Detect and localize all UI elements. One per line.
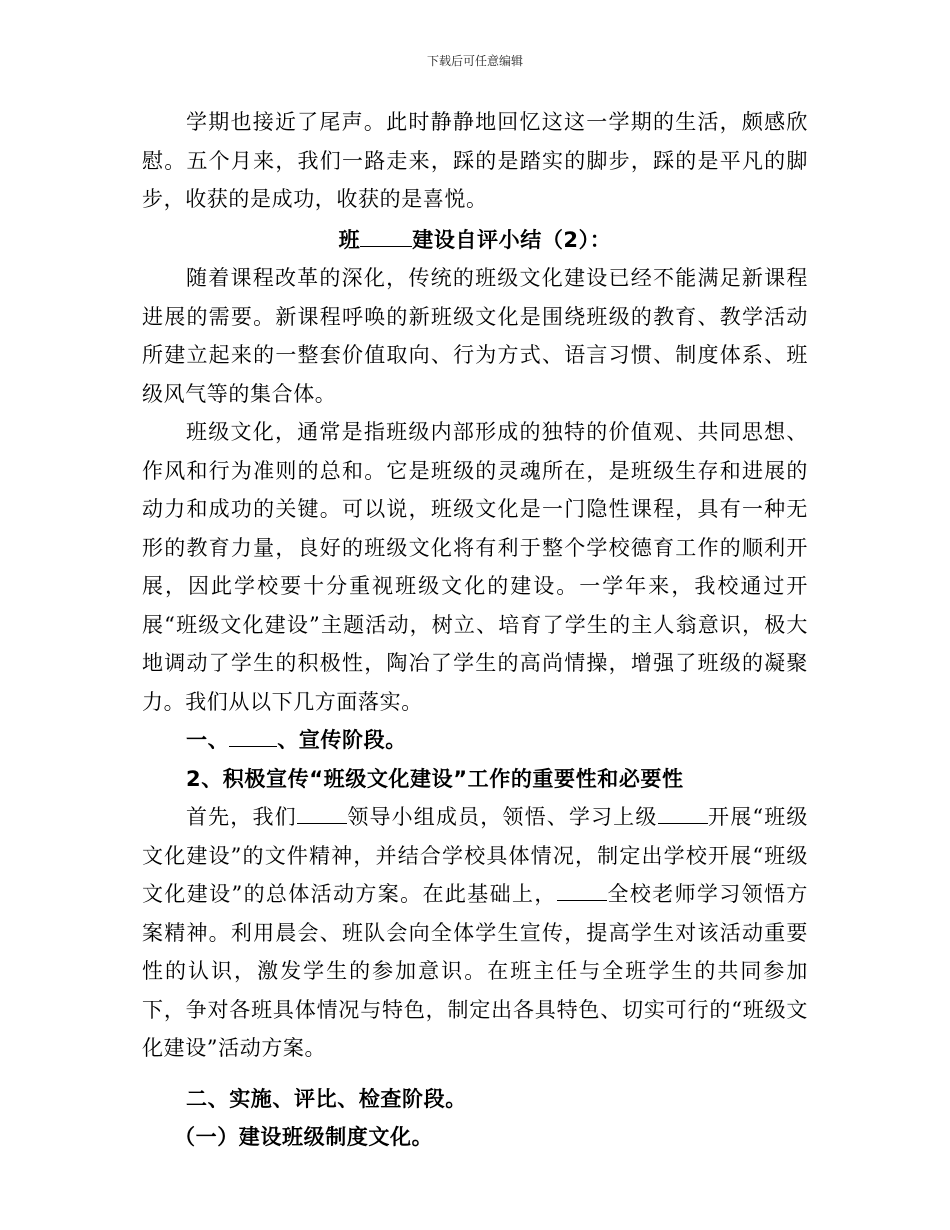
blank-line [360, 228, 412, 247]
document-body [142, 103, 808, 1157]
heading-stage-one-part-1: 一、 [186, 728, 230, 752]
heading-stage-two: 二、实施、评比、检查阶段。 [186, 1086, 467, 1111]
blank-line [297, 805, 347, 824]
heading-publicity: 2、积极宣传“班级文化建设”工作的重要性和必要性 [186, 766, 684, 791]
text-part-3: 开展“班级文化建设”的文件精神，并结合学校具体情况，制定出学校开展“班级文化建设”的总体活动方案。在此基础上， [142, 805, 809, 906]
section-title [142, 221, 808, 260]
title-part-1: 班 [338, 227, 361, 252]
blank-line [557, 882, 607, 901]
heading-stage-one-part-2: 、宣传阶段。 [277, 728, 407, 752]
title-part-2: 建设自评小结（2）： [412, 227, 612, 252]
page-header: 下载后可任意编辑 [426, 54, 523, 68]
heading-institution-culture: （一）建设班级制度文化。 [174, 1125, 434, 1149]
paragraph-intro: 学期也接近了尾声。此时静静地回忆这这一学期的生活，颇感欣慰。五个月来，我们一路走来，踩的是踏实的脚步，踩的是平凡的脚步，收获的是成功，收获的是喜悦。 [142, 110, 808, 211]
text-part-2: 领导小组成员，领悟、学习上级 [346, 805, 658, 829]
text-part-4: 全校老师学习领悟方案精神。利用晨会、班队会向全体学生宣传，提高学生对该活动重要性的认识，激发学生的参加意识。在班主任与全班学生的共同参加下，争对各班具体情况与特色，制定出各具特色、切实可行的“班级文化建设”活动方案。 [142, 882, 808, 1060]
text-part-1: 首先，我们 [186, 805, 297, 829]
heading-stage-one [142, 721, 808, 760]
paragraph-reform: 随着课程改革的深化，传统的班级文化建设已经不能满足新课程进展的需要。新课程呼唤的新班级文化是围绕班级的教育、教学活动所建立起来的一整套价值取向、行为方式、语言习惯、制度体系、班级风气等的集合体。 [142, 266, 808, 406]
paragraph-class-culture: 班级文化，通常是指班级内部形成的独特的价值观、共同思想、作风和行为准则的总和。它是班级的灵魂所在，是班级生存和进展的动力和成功的关键。可以说，班级文化是一门隐性课程，具有一种无形的教育力量，良好的班级文化将有利于整个学校德育工作的顺利开展，因此学校要十分重视班级文化的建设。一学年来，我校通过开展“班级文化建设”主题活动，树立、培育了学生的主人翁意识，极大地调动了学生的积极性，陶冶了学生的高尚情操，增强了班级的凝聚力。我们从以下几方面落实。 [142, 420, 808, 714]
blank-line [229, 728, 277, 747]
blank-line [658, 805, 708, 824]
paragraph-leadership [142, 798, 808, 1068]
